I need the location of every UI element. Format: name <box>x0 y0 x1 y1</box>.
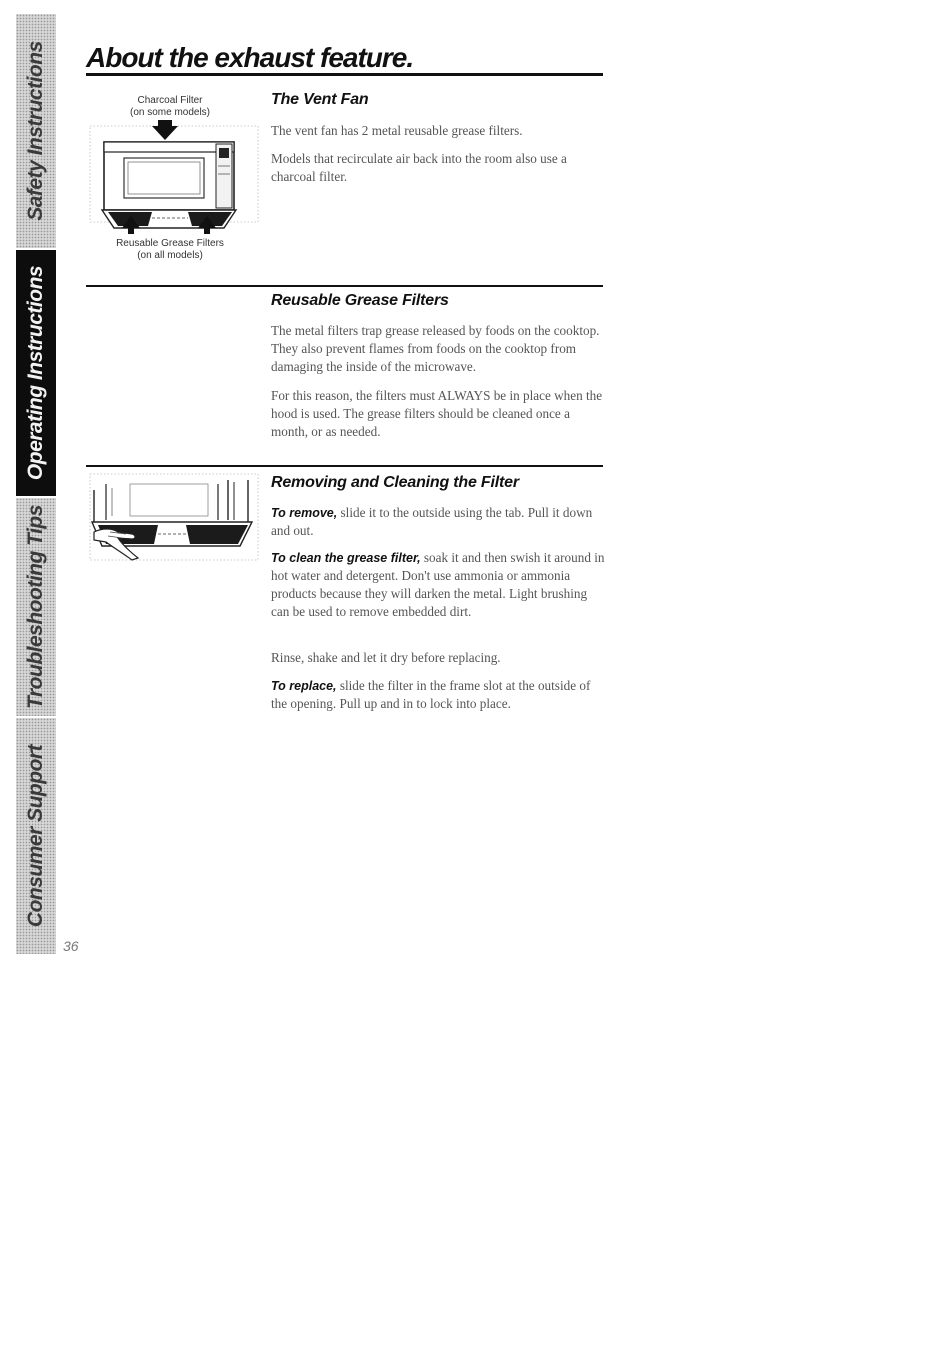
charcoal-filter-caption <box>100 95 240 119</box>
tab-label: Safety Instructions <box>24 41 47 221</box>
body-text: soak it and then swish it around in hot water and detergent. Don't use ammonia or ammonia products because they will darken the metal. Light brushing can be used to remove embedded dirt. <box>271 550 605 619</box>
tab-label: Operating Instructions <box>24 265 47 481</box>
page-number: 36 <box>63 938 79 954</box>
lead-text: To remove, <box>271 506 338 520</box>
tab-label: Consumer Support <box>24 744 47 928</box>
lead-text: To clean the grease filter, <box>271 551 421 565</box>
section-heading-grease-filters: Reusable Grease Filters <box>271 292 449 309</box>
body-text: slide it to the outside using the tab. Pull it down and out. <box>271 505 593 538</box>
tab-troubleshooting-tips[interactable] <box>16 498 56 716</box>
microwave-filter-illustration <box>88 120 260 238</box>
tab-consumer-support[interactable] <box>16 718 56 954</box>
section-heading-removing: Removing and Cleaning the Filter <box>271 474 519 491</box>
grease-filter-caption <box>95 238 245 262</box>
body-text: slide the filter in the frame slot at the outside of the opening. Pull up and in to lock into place. <box>271 678 591 711</box>
tab-label: Troubleshooting Tips <box>24 505 47 709</box>
section-rule <box>86 465 603 467</box>
caption-line: (on some models) <box>129 107 211 118</box>
paragraph-clean <box>271 549 607 621</box>
tab-operating-instructions[interactable] <box>16 250 56 496</box>
lead-text: To replace, <box>271 679 337 693</box>
paragraph: The metal filters trap grease released by foods on the cooktop. They also prevent flames from foods on the cooktop from damaging the inside of the microwave. <box>271 323 600 374</box>
paragraph: Rinse, shake and let it dry before replacing. <box>271 650 501 665</box>
page-title: About the exhaust feature. <box>86 42 414 73</box>
section-heading-vent-fan: The Vent Fan <box>271 91 369 108</box>
paragraph-remove <box>271 504 607 540</box>
section-rule <box>86 285 603 287</box>
caption-line: Reusable Grease Filters <box>116 238 224 249</box>
paragraph: For this reason, the filters must ALWAYS be in place when the hood is used. The grease filters should be cleaned once a month, or as needed. <box>271 388 603 439</box>
paragraph-replace <box>271 677 607 713</box>
paragraph: Models that recirculate air back into the room also use a charcoal filter. <box>271 151 567 184</box>
section-tab-strip <box>16 14 56 954</box>
paragraph: The vent fan has 2 metal reusable grease filters. <box>271 123 523 138</box>
title-rule <box>86 73 603 76</box>
caption-line: (on all models) <box>137 250 203 261</box>
filter-removal-illustration <box>88 472 260 564</box>
caption-line: Charcoal Filter <box>137 95 203 106</box>
tab-safety-instructions[interactable] <box>16 14 56 248</box>
